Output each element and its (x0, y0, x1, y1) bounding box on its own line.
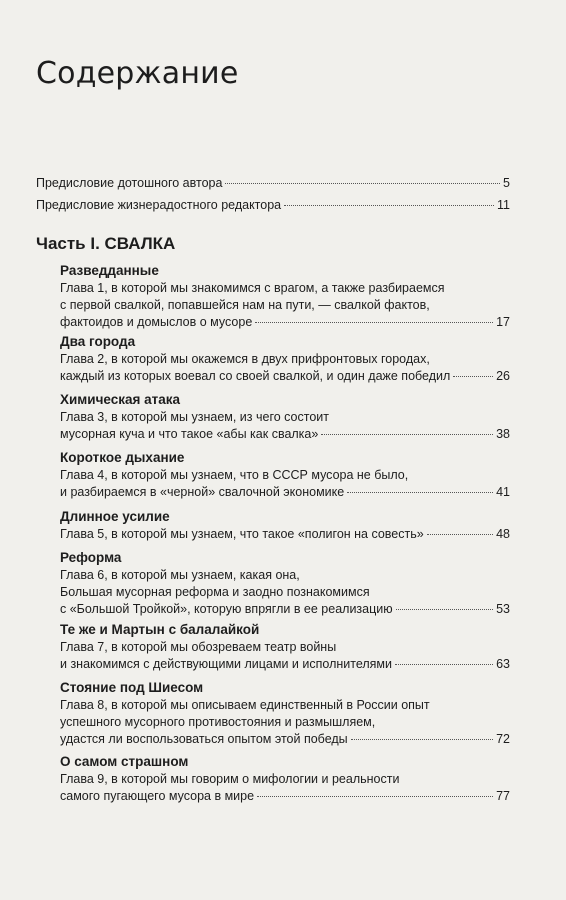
page-number: 26 (496, 369, 510, 383)
chapter-title: Реформа (60, 550, 122, 565)
chapter-description-line: Глава 6, в которой мы узнаем, какая она, (60, 568, 300, 582)
entry-title: Предисловие дотошного автора (36, 176, 223, 190)
chapter-description-line: и знакомимся с действующими лицами и исполнителями (60, 657, 393, 671)
toc-chapter[interactable] (60, 508, 510, 543)
entry-title: Предисловие жизнерадостного редактора (36, 198, 282, 212)
chapter-description-line: Глава 4, в которой мы узнаем, что в СССР мусора не было, (60, 468, 409, 482)
page-number: 11 (497, 198, 510, 212)
chapter-description-line: Глава 5, в которой мы узнаем, что такое «полигон на совесть» (60, 527, 424, 541)
chapter-last-line (60, 656, 510, 673)
page-number: 72 (496, 732, 510, 746)
leader-dots (351, 739, 493, 740)
leader-dots (255, 322, 493, 323)
toc-chapter[interactable] (60, 753, 510, 805)
page-number: 48 (496, 527, 510, 541)
toc-chapter[interactable] (60, 333, 510, 385)
chapter-description-line: успешного мусорного противостояния и размышляем, (60, 715, 376, 729)
chapter-last-line (60, 426, 510, 443)
page-number: 5 (503, 176, 510, 190)
page-number: 38 (496, 427, 510, 441)
leader-dots (427, 534, 493, 535)
leader-dots (395, 664, 493, 665)
chapter-description-line: Глава 9, в которой мы говорим о мифологии и реальности (60, 772, 400, 786)
chapter-last-line (60, 526, 510, 543)
leader-dots (453, 376, 493, 377)
page-number: 77 (496, 789, 510, 803)
chapter-description-line: мусорная куча и что такое «абы как свалка» (60, 427, 319, 441)
page-title: Содержание (36, 56, 239, 91)
chapter-title: Те же и Мартын с балалайкой (60, 622, 260, 637)
leader-dots (225, 183, 500, 184)
chapter-description-line: Глава 2, в которой мы окажемся в двух прифронтовых городах, (60, 352, 430, 366)
toc-chapter[interactable] (60, 449, 510, 501)
chapter-title: Короткое дыхание (60, 450, 185, 465)
toc-chapter[interactable] (60, 262, 510, 331)
chapter-description-line: Глава 8, в которой мы описываем единственный в России опыт (60, 698, 430, 712)
chapter-title: Разведданные (60, 263, 159, 278)
toc-chapter[interactable] (60, 549, 510, 618)
chapter-description-line: Большая мусорная реформа и заодно познакомимся (60, 585, 370, 599)
toc-chapter[interactable] (60, 391, 510, 443)
toc-chapter[interactable] (60, 679, 510, 748)
leader-dots (396, 609, 493, 610)
chapter-title: О самом страшном (60, 754, 189, 769)
leader-dots (321, 434, 493, 435)
leader-dots (347, 492, 493, 493)
page-number: 63 (496, 657, 510, 671)
leader-dots (257, 796, 493, 797)
chapter-title: Стояние под Шиесом (60, 680, 204, 695)
toc-entry-preface[interactable] (36, 197, 510, 214)
toc-entry-preface[interactable] (36, 175, 510, 192)
chapter-title: Длинное усилие (60, 509, 170, 524)
page-number: 53 (496, 602, 510, 616)
chapter-last-line (60, 484, 510, 501)
chapter-description-line: Глава 7, в которой мы обозреваем театр войны (60, 640, 337, 654)
chapter-description-line: самого пугающего мусора в мире (60, 789, 255, 803)
chapter-description-line: и разбираемся в «черной» свалочной экономике (60, 485, 345, 499)
page-number: 17 (496, 315, 510, 329)
toc-chapter[interactable] (60, 621, 510, 673)
chapter-description-line: с «Большой Тройкой», которую впрягли в ее реализацию (60, 602, 393, 616)
chapter-last-line (60, 314, 510, 331)
chapter-title: Два города (60, 334, 136, 349)
chapter-description-line: удастся ли воспользоваться опытом этой победы (60, 732, 348, 746)
leader-dots (284, 205, 494, 206)
chapter-last-line (60, 601, 510, 618)
chapter-description-line: Глава 3, в которой мы узнаем, из чего состоит (60, 410, 330, 424)
chapter-last-line (60, 788, 510, 805)
chapter-title: Химическая атака (60, 392, 181, 407)
chapter-description-line: с первой свалкой, попавшейся нам на пути, — свалкой фактов, (60, 298, 430, 312)
chapter-last-line (60, 731, 510, 748)
chapter-last-line (60, 368, 510, 385)
chapter-description-line: фактоидов и домыслов о мусоре (60, 315, 253, 329)
page-number: 41 (496, 485, 510, 499)
chapter-description-line: каждый из которых воевал со своей свалкой, и один даже победил (60, 369, 451, 383)
chapter-description-line: Глава 1, в которой мы знакомимся с врагом, а также разбираемся (60, 281, 445, 295)
part-heading: Часть I. СВАЛКА (36, 234, 176, 253)
